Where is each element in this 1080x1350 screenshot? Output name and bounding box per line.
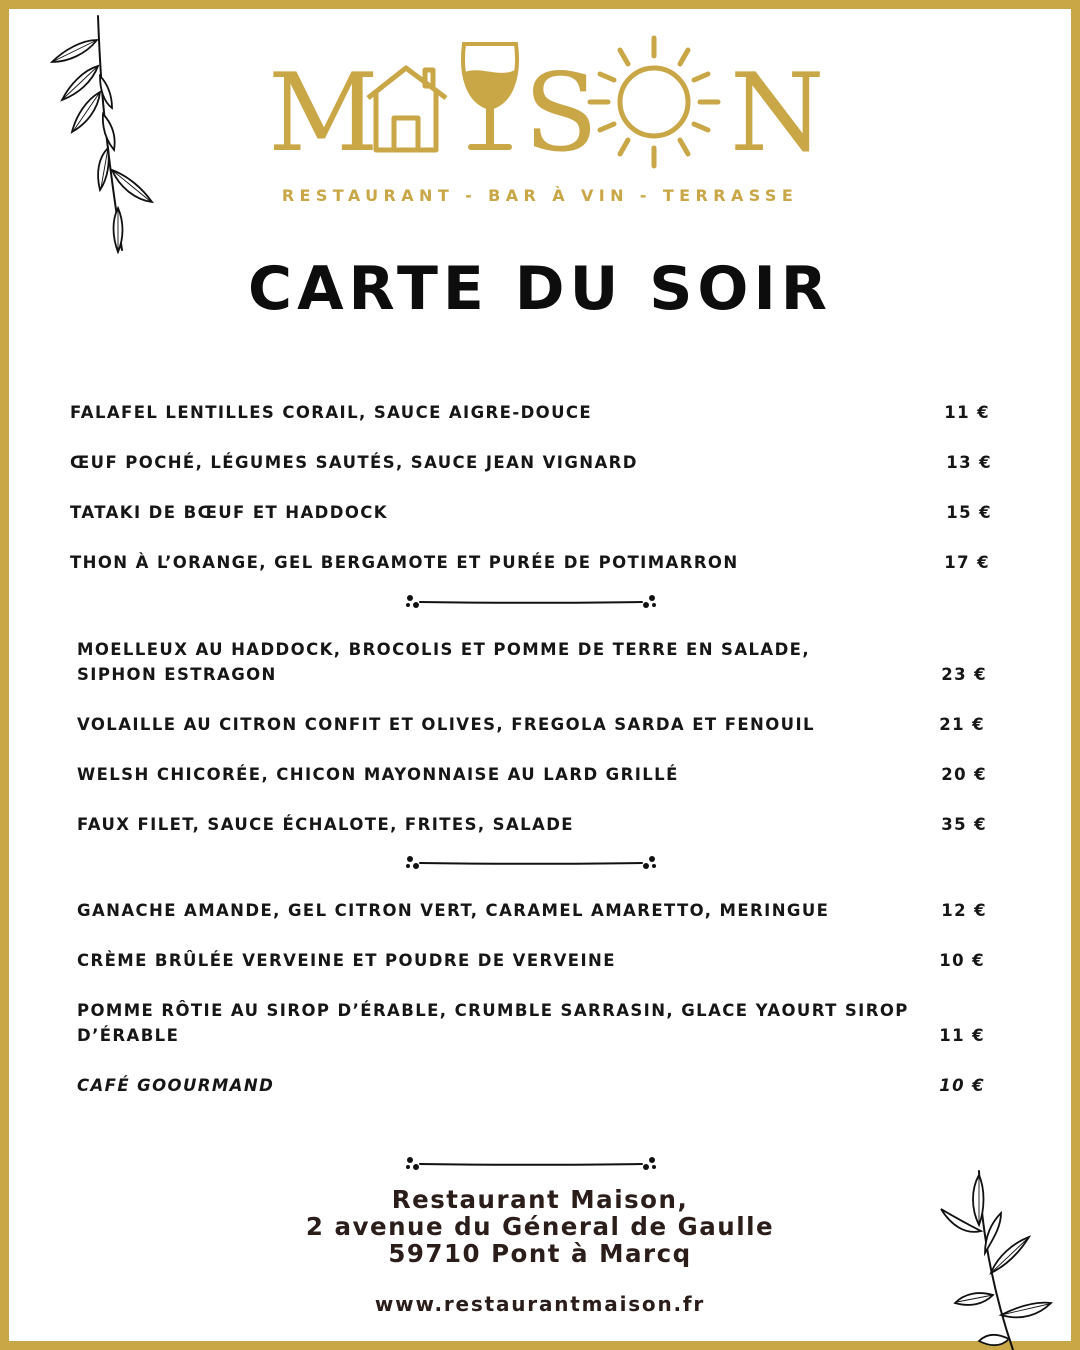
dish-name: MOELLEUX AU HADDOCK, BROCOLIS ET POMME DE TERRE EN SALADE, SIPHON ESTRAGON: [77, 640, 811, 684]
address-line: 2 avenue du Géneral de Gaulle: [305, 1212, 775, 1241]
address-line: 59710 Pont à Marcq: [388, 1239, 692, 1268]
dish-name: THON À L’ORANGE, GEL BERGAMOTE ET PURÉE DE POTIMARRON: [70, 553, 739, 572]
dish-price: 11 €: [944, 403, 990, 422]
dish-price: 10 €: [939, 951, 985, 970]
dish-price: 20 €: [941, 765, 987, 784]
list-item: [77, 898, 987, 923]
dish-name: CRÈME BRÛLÉE VERVEINE ET POUDRE DE VERVEINE: [77, 951, 616, 970]
section-divider: [402, 853, 660, 873]
list-item: [70, 500, 992, 525]
dish-name: TATAKI DE BŒUF ET HADDOCK: [70, 503, 388, 522]
svg-text:M: M: [268, 51, 379, 176]
svg-text:N: N: [730, 51, 825, 176]
dish-price: 15 €: [946, 503, 992, 522]
list-item: [77, 762, 987, 787]
dish-price: 17 €: [944, 553, 990, 572]
dish-name: FALAFEL LENTILLES CORAIL, SAUCE AIGRE-DOUCE: [70, 403, 593, 422]
list-item: [70, 550, 990, 575]
list-item: [77, 998, 985, 1048]
dish-name: POMME RÔTIE AU SIROP D’ÉRABLE, CRUMBLE SARRASIN, GLACE YAOURT SIROP D’ÉRABLE: [77, 1001, 909, 1045]
list-item: [77, 712, 985, 737]
dish-name: GANACHE AMANDE, GEL CITRON VERT, CARAMEL AMARETTO, MERINGUE: [77, 901, 830, 920]
dish-price: 11 €: [939, 1026, 985, 1045]
section-divider: [402, 592, 660, 612]
list-item: [77, 948, 985, 973]
dish-name: VOLAILLE AU CITRON CONFIT ET OLIVES, FREGOLA SARDA ET FENOUIL: [77, 715, 815, 734]
dish-price: 23 €: [941, 665, 987, 684]
leaf-branch-icon: [40, 10, 170, 260]
dish-name: CAFÉ GOOURMAND: [77, 1076, 275, 1095]
wine-glass-icon: [463, 44, 517, 150]
list-item: [70, 450, 992, 475]
address-line: Restaurant Maison,: [391, 1185, 689, 1214]
website-link[interactable]: www.restaurantmaison.fr: [374, 1292, 706, 1316]
dish-price: 21 €: [939, 715, 985, 734]
dish-price: 13 €: [946, 453, 992, 472]
page-title: CARTE DU SOIR: [248, 254, 832, 324]
tagline: RESTAURANT - BAR À VIN - TERRASSE: [281, 186, 799, 205]
list-item: [77, 1073, 985, 1098]
list-item: [77, 637, 987, 687]
restaurant-address: [0, 1186, 1080, 1267]
list-item: [70, 400, 990, 425]
section-divider: [402, 1154, 660, 1174]
dish-name: WELSH CHICORÉE, CHICON MAYONNAISE AU LARD GRILLÉ: [77, 765, 679, 784]
svg-text:S: S: [524, 51, 598, 176]
sun-icon: [590, 38, 718, 166]
dish-price: 12 €: [941, 901, 987, 920]
dish-name: FAUX FILET, SAUCE ÉCHALOTE, FRITES, SALADE: [77, 815, 574, 834]
dish-price: 35 €: [941, 815, 987, 834]
house-icon: [368, 68, 446, 150]
maison-logo: [268, 36, 825, 176]
dish-price: 10 €: [939, 1076, 985, 1095]
dish-name: ŒUF POCHÉ, LÉGUMES SAUTÉS, SAUCE JEAN VIGNARD: [70, 453, 638, 472]
list-item: [77, 812, 987, 837]
